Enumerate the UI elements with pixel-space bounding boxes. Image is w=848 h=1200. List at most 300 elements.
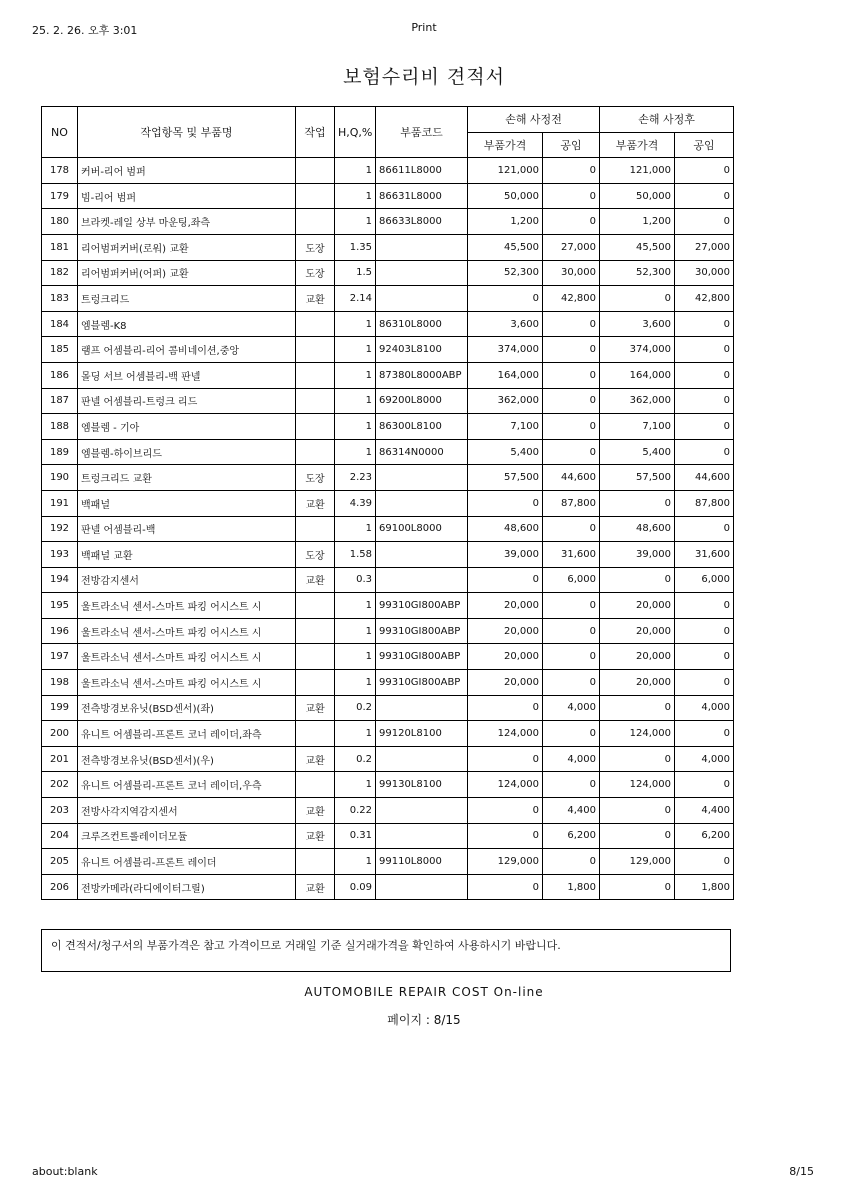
table-body xyxy=(42,158,734,900)
cell-work xyxy=(296,618,335,644)
cell-before-price: 374,000 xyxy=(468,337,543,363)
cell-hq: 0.2 xyxy=(335,695,376,721)
cell-hq: 2.14 xyxy=(335,286,376,312)
cell-item: 리어범퍼커버(어퍼) 교환 xyxy=(78,260,296,286)
cell-after-price: 1,200 xyxy=(600,209,675,235)
cell-after-price: 20,000 xyxy=(600,618,675,644)
cell-hq: 1.35 xyxy=(335,234,376,260)
table-row xyxy=(42,209,734,235)
table-row xyxy=(42,849,734,875)
cell-code: 86611L8000 xyxy=(376,158,468,184)
cell-before-labor: 0 xyxy=(543,209,600,235)
cell-after-labor: 4,400 xyxy=(675,798,734,824)
cell-before-price: 57,500 xyxy=(468,465,543,491)
print-title: Print xyxy=(411,21,437,34)
cell-after-labor: 0 xyxy=(675,414,734,440)
cell-item: 크루즈컨트롤레이더모듈 xyxy=(78,823,296,849)
cell-work xyxy=(296,439,335,465)
price-notice: 이 견적서/청구서의 부품가격은 참고 가격이므로 거래일 기준 실거래가격을 확인하여 사용하시기 바랍니다. xyxy=(41,929,731,972)
table-row xyxy=(42,439,734,465)
cell-code: 99310GI800ABP xyxy=(376,593,468,619)
cell-after-price: 45,500 xyxy=(600,234,675,260)
table-row xyxy=(42,772,734,798)
cell-hq: 1 xyxy=(335,414,376,440)
cell-hq: 1 xyxy=(335,158,376,184)
cell-after-price: 164,000 xyxy=(600,362,675,388)
table-row xyxy=(42,490,734,516)
cell-before-labor: 42,800 xyxy=(543,286,600,312)
cell-after-labor: 4,000 xyxy=(675,695,734,721)
cell-work xyxy=(296,362,335,388)
cell-after-labor: 0 xyxy=(675,183,734,209)
document-title: 보험수리비 견적서 xyxy=(343,66,505,88)
cell-after-labor: 0 xyxy=(675,849,734,875)
cell-code xyxy=(376,695,468,721)
cell-after-price: 0 xyxy=(600,567,675,593)
cell-item: 엠블렘-하이브리드 xyxy=(78,439,296,465)
cell-before-price: 20,000 xyxy=(468,644,543,670)
cell-before-price: 3,600 xyxy=(468,311,543,337)
cell-work: 도장 xyxy=(296,465,335,491)
cell-no: 185 xyxy=(42,337,78,363)
table-row xyxy=(42,644,734,670)
cell-after-labor: 0 xyxy=(675,337,734,363)
cell-before-labor: 0 xyxy=(543,772,600,798)
cell-item: 전측방경보유닛(BSD센서)(우) xyxy=(78,746,296,772)
cell-no: 192 xyxy=(42,516,78,542)
cell-no: 180 xyxy=(42,209,78,235)
cell-work: 교환 xyxy=(296,695,335,721)
table-row xyxy=(42,695,734,721)
cell-after-labor: 42,800 xyxy=(675,286,734,312)
table-row xyxy=(42,721,734,747)
cell-after-labor: 0 xyxy=(675,439,734,465)
cell-after-price: 0 xyxy=(600,746,675,772)
table-row xyxy=(42,158,734,184)
cell-item: 전방감지센서 xyxy=(78,567,296,593)
cell-hq: 4.39 xyxy=(335,490,376,516)
cell-code: 99110L8000 xyxy=(376,849,468,875)
cell-before-labor: 6,200 xyxy=(543,823,600,849)
cell-after-price: 48,600 xyxy=(600,516,675,542)
cell-no: 182 xyxy=(42,260,78,286)
cell-hq: 1.5 xyxy=(335,260,376,286)
cell-item: 백패널 교환 xyxy=(78,542,296,568)
header-after-group: 손해 사정후 xyxy=(600,107,734,133)
cell-hq: 0.2 xyxy=(335,746,376,772)
cell-after-price: 0 xyxy=(600,695,675,721)
cell-before-labor: 31,600 xyxy=(543,542,600,568)
cell-work: 교환 xyxy=(296,874,335,900)
cell-item: 울트라소닉 센서-스마트 파킹 어시스트 시 xyxy=(78,644,296,670)
cell-before-labor: 1,800 xyxy=(543,874,600,900)
cell-work xyxy=(296,849,335,875)
cell-after-price: 0 xyxy=(600,823,675,849)
cell-before-labor: 27,000 xyxy=(543,234,600,260)
cell-hq: 1 xyxy=(335,209,376,235)
table-row xyxy=(42,874,734,900)
cell-item: 전방사각지역감지센서 xyxy=(78,798,296,824)
cell-hq: 1.58 xyxy=(335,542,376,568)
cell-after-price: 52,300 xyxy=(600,260,675,286)
cell-code xyxy=(376,234,468,260)
cell-before-labor: 0 xyxy=(543,337,600,363)
cell-work xyxy=(296,644,335,670)
table-row xyxy=(42,516,734,542)
cell-before-labor: 30,000 xyxy=(543,260,600,286)
estimate-table xyxy=(41,106,734,900)
cell-after-labor: 0 xyxy=(675,388,734,414)
cell-after-price: 0 xyxy=(600,286,675,312)
table-row xyxy=(42,798,734,824)
cell-work xyxy=(296,388,335,414)
cell-before-labor: 0 xyxy=(543,362,600,388)
cell-no: 204 xyxy=(42,823,78,849)
table-row xyxy=(42,618,734,644)
cell-before-price: 0 xyxy=(468,490,543,516)
table-row xyxy=(42,260,734,286)
cell-code xyxy=(376,490,468,516)
cell-after-labor: 4,000 xyxy=(675,746,734,772)
cell-before-price: 124,000 xyxy=(468,721,543,747)
cell-after-labor: 87,800 xyxy=(675,490,734,516)
cell-work: 도장 xyxy=(296,234,335,260)
cell-after-price: 124,000 xyxy=(600,721,675,747)
cell-after-price: 50,000 xyxy=(600,183,675,209)
cell-before-price: 0 xyxy=(468,567,543,593)
cell-item: 브라켓-레일 상부 마운팅,좌측 xyxy=(78,209,296,235)
footer-brand: AUTOMOBILE REPAIR COST On-line xyxy=(304,985,544,999)
cell-item: 유니트 어셈블리-프론트 코너 레이더,우측 xyxy=(78,772,296,798)
cell-hq: 1 xyxy=(335,362,376,388)
cell-after-labor: 30,000 xyxy=(675,260,734,286)
cell-after-labor: 0 xyxy=(675,311,734,337)
cell-item: 빔-리어 범퍼 xyxy=(78,183,296,209)
cell-before-labor: 0 xyxy=(543,644,600,670)
cell-no: 188 xyxy=(42,414,78,440)
cell-code xyxy=(376,746,468,772)
cell-work xyxy=(296,183,335,209)
cell-before-price: 0 xyxy=(468,823,543,849)
cell-work: 교환 xyxy=(296,798,335,824)
cell-before-labor: 0 xyxy=(543,158,600,184)
cell-before-labor: 0 xyxy=(543,618,600,644)
cell-before-price: 50,000 xyxy=(468,183,543,209)
cell-item: 백패널 xyxy=(78,490,296,516)
cell-code xyxy=(376,286,468,312)
header-before-labor: 공임 xyxy=(543,132,600,158)
cell-no: 179 xyxy=(42,183,78,209)
cell-work xyxy=(296,158,335,184)
cell-item: 유니트 어셈블리-프론트 코너 레이더,좌측 xyxy=(78,721,296,747)
cell-item: 엠블렘-K8 xyxy=(78,311,296,337)
cell-before-price: 362,000 xyxy=(468,388,543,414)
cell-after-labor: 0 xyxy=(675,618,734,644)
cell-after-price: 121,000 xyxy=(600,158,675,184)
header-after-labor: 공임 xyxy=(675,132,734,158)
cell-after-labor: 31,600 xyxy=(675,542,734,568)
cell-work: 교환 xyxy=(296,746,335,772)
cell-before-price: 7,100 xyxy=(468,414,543,440)
header-work: 작업 xyxy=(296,107,335,158)
cell-no: 203 xyxy=(42,798,78,824)
table-row xyxy=(42,414,734,440)
header-hq: H,Q,% xyxy=(335,107,376,158)
table-row xyxy=(42,183,734,209)
cell-after-price: 57,500 xyxy=(600,465,675,491)
cell-code xyxy=(376,874,468,900)
cell-after-labor: 0 xyxy=(675,158,734,184)
cell-work: 교환 xyxy=(296,567,335,593)
cell-after-price: 20,000 xyxy=(600,593,675,619)
cell-after-labor: 6,000 xyxy=(675,567,734,593)
cell-item: 판넬 어셈블리-백 xyxy=(78,516,296,542)
header-no: NO xyxy=(42,107,78,158)
cell-hq: 0.22 xyxy=(335,798,376,824)
cell-item: 몰딩 서브 어셈블리-백 판넬 xyxy=(78,362,296,388)
cell-before-labor: 4,000 xyxy=(543,695,600,721)
cell-item: 유니트 어셈블리-프론트 레이더 xyxy=(78,849,296,875)
cell-hq: 1 xyxy=(335,183,376,209)
cell-work xyxy=(296,670,335,696)
cell-after-price: 0 xyxy=(600,874,675,900)
cell-code xyxy=(376,260,468,286)
cell-code: 86300L8100 xyxy=(376,414,468,440)
cell-after-labor: 0 xyxy=(675,516,734,542)
cell-before-price: 0 xyxy=(468,286,543,312)
table-row xyxy=(42,823,734,849)
cell-hq: 2.23 xyxy=(335,465,376,491)
cell-before-price: 20,000 xyxy=(468,670,543,696)
cell-code: 87380L8000ABP xyxy=(376,362,468,388)
cell-before-price: 45,500 xyxy=(468,234,543,260)
cell-work: 교환 xyxy=(296,286,335,312)
cell-code xyxy=(376,542,468,568)
cell-hq: 1 xyxy=(335,618,376,644)
cell-item: 리어범퍼커버(로워) 교환 xyxy=(78,234,296,260)
cell-before-labor: 0 xyxy=(543,516,600,542)
cell-before-price: 20,000 xyxy=(468,618,543,644)
cell-code: 86310L8000 xyxy=(376,311,468,337)
cell-before-labor: 0 xyxy=(543,388,600,414)
cell-code: 69200L8000 xyxy=(376,388,468,414)
cell-after-labor: 0 xyxy=(675,644,734,670)
cell-work xyxy=(296,209,335,235)
cell-hq: 1 xyxy=(335,311,376,337)
cell-before-labor: 0 xyxy=(543,593,600,619)
cell-item: 엠블렘 - 기아 xyxy=(78,414,296,440)
cell-after-price: 0 xyxy=(600,798,675,824)
cell-no: 199 xyxy=(42,695,78,721)
cell-after-price: 7,100 xyxy=(600,414,675,440)
cell-code: 99310GI800ABP xyxy=(376,670,468,696)
cell-hq: 1 xyxy=(335,644,376,670)
cell-hq: 1 xyxy=(335,439,376,465)
table-row xyxy=(42,362,734,388)
cell-hq: 1 xyxy=(335,772,376,798)
cell-item: 판넬 어셈블리-트렁크 리드 xyxy=(78,388,296,414)
cell-after-labor: 44,600 xyxy=(675,465,734,491)
cell-hq: 1 xyxy=(335,670,376,696)
cell-hq: 1 xyxy=(335,337,376,363)
cell-before-price: 0 xyxy=(468,746,543,772)
cell-item: 전방카메라(라디에이터그릴) xyxy=(78,874,296,900)
cell-no: 184 xyxy=(42,311,78,337)
cell-before-labor: 6,000 xyxy=(543,567,600,593)
cell-after-labor: 1,800 xyxy=(675,874,734,900)
cell-before-price: 124,000 xyxy=(468,772,543,798)
cell-code: 86314N0000 xyxy=(376,439,468,465)
cell-before-labor: 0 xyxy=(543,849,600,875)
cell-item: 전측방경보유닛(BSD센서)(좌) xyxy=(78,695,296,721)
cell-no: 191 xyxy=(42,490,78,516)
cell-no: 187 xyxy=(42,388,78,414)
cell-work xyxy=(296,311,335,337)
header-before-price: 부품가격 xyxy=(468,132,543,158)
cell-before-labor: 4,400 xyxy=(543,798,600,824)
cell-hq: 0.3 xyxy=(335,567,376,593)
footer-page: 페이지 : 8/15 xyxy=(387,1013,461,1027)
cell-item: 램프 어셈블리-리어 콤비네이션,중앙 xyxy=(78,337,296,363)
cell-no: 206 xyxy=(42,874,78,900)
cell-no: 200 xyxy=(42,721,78,747)
cell-code: 99120L8100 xyxy=(376,721,468,747)
cell-after-price: 20,000 xyxy=(600,670,675,696)
table-row xyxy=(42,286,734,312)
cell-before-price: 52,300 xyxy=(468,260,543,286)
header-before-group: 손해 사정전 xyxy=(468,107,600,133)
print-page: 8/15 xyxy=(789,1165,814,1178)
cell-before-price: 121,000 xyxy=(468,158,543,184)
cell-no: 198 xyxy=(42,670,78,696)
cell-work xyxy=(296,593,335,619)
cell-work: 도장 xyxy=(296,542,335,568)
cell-no: 189 xyxy=(42,439,78,465)
cell-hq: 0.31 xyxy=(335,823,376,849)
cell-before-labor: 0 xyxy=(543,414,600,440)
cell-after-price: 5,400 xyxy=(600,439,675,465)
cell-code: 99130L8100 xyxy=(376,772,468,798)
cell-before-price: 39,000 xyxy=(468,542,543,568)
table-row xyxy=(42,746,734,772)
cell-no: 202 xyxy=(42,772,78,798)
cell-item: 트렁크리드 xyxy=(78,286,296,312)
cell-after-price: 362,000 xyxy=(600,388,675,414)
cell-code: 92403L8100 xyxy=(376,337,468,363)
cell-before-price: 0 xyxy=(468,798,543,824)
cell-after-price: 3,600 xyxy=(600,311,675,337)
cell-no: 205 xyxy=(42,849,78,875)
cell-before-price: 1,200 xyxy=(468,209,543,235)
cell-hq: 1 xyxy=(335,388,376,414)
cell-before-price: 0 xyxy=(468,695,543,721)
cell-hq: 1 xyxy=(335,516,376,542)
cell-code: 69100L8000 xyxy=(376,516,468,542)
cell-code: 86633L8000 xyxy=(376,209,468,235)
cell-after-price: 374,000 xyxy=(600,337,675,363)
table-row xyxy=(42,388,734,414)
print-url: about:blank xyxy=(32,1165,98,1178)
cell-after-labor: 27,000 xyxy=(675,234,734,260)
cell-after-labor: 0 xyxy=(675,670,734,696)
table-row xyxy=(42,337,734,363)
cell-work xyxy=(296,414,335,440)
cell-code: 86631L8000 xyxy=(376,183,468,209)
cell-work xyxy=(296,721,335,747)
cell-hq: 1 xyxy=(335,593,376,619)
header-item: 작업항목 및 부품명 xyxy=(78,107,296,158)
cell-work xyxy=(296,337,335,363)
cell-before-labor: 44,600 xyxy=(543,465,600,491)
print-datetime: 25. 2. 26. 오후 3:01 xyxy=(32,24,138,37)
cell-before-labor: 0 xyxy=(543,439,600,465)
cell-after-price: 0 xyxy=(600,490,675,516)
cell-code xyxy=(376,465,468,491)
cell-before-labor: 0 xyxy=(543,721,600,747)
cell-before-price: 164,000 xyxy=(468,362,543,388)
cell-before-price: 129,000 xyxy=(468,849,543,875)
cell-work: 도장 xyxy=(296,260,335,286)
cell-no: 186 xyxy=(42,362,78,388)
cell-code: 99310GI800ABP xyxy=(376,618,468,644)
header-code: 부품코드 xyxy=(376,107,468,158)
cell-item: 울트라소닉 센서-스마트 파킹 어시스트 시 xyxy=(78,618,296,644)
cell-no: 194 xyxy=(42,567,78,593)
cell-after-labor: 0 xyxy=(675,362,734,388)
cell-no: 190 xyxy=(42,465,78,491)
table-row xyxy=(42,465,734,491)
cell-no: 197 xyxy=(42,644,78,670)
cell-after-labor: 6,200 xyxy=(675,823,734,849)
table-row xyxy=(42,670,734,696)
cell-before-labor: 0 xyxy=(543,670,600,696)
cell-before-price: 48,600 xyxy=(468,516,543,542)
cell-before-price: 20,000 xyxy=(468,593,543,619)
header-after-price: 부품가격 xyxy=(600,132,675,158)
cell-before-price: 5,400 xyxy=(468,439,543,465)
cell-item: 울트라소닉 센서-스마트 파킹 어시스트 시 xyxy=(78,593,296,619)
table-row xyxy=(42,542,734,568)
cell-no: 201 xyxy=(42,746,78,772)
cell-work xyxy=(296,772,335,798)
cell-before-labor: 0 xyxy=(543,183,600,209)
cell-before-price: 0 xyxy=(468,874,543,900)
cell-code xyxy=(376,823,468,849)
cell-after-price: 124,000 xyxy=(600,772,675,798)
cell-item: 트렁크리드 교환 xyxy=(78,465,296,491)
cell-no: 183 xyxy=(42,286,78,312)
cell-after-labor: 0 xyxy=(675,209,734,235)
cell-hq: 0.09 xyxy=(335,874,376,900)
cell-no: 181 xyxy=(42,234,78,260)
cell-before-labor: 87,800 xyxy=(543,490,600,516)
cell-after-price: 20,000 xyxy=(600,644,675,670)
cell-before-labor: 0 xyxy=(543,311,600,337)
cell-code: 99310GI800ABP xyxy=(376,644,468,670)
table-row xyxy=(42,593,734,619)
cell-hq: 1 xyxy=(335,721,376,747)
table-row xyxy=(42,234,734,260)
cell-no: 193 xyxy=(42,542,78,568)
cell-after-labor: 0 xyxy=(675,772,734,798)
table-row xyxy=(42,567,734,593)
table-row xyxy=(42,311,734,337)
cell-hq: 1 xyxy=(335,849,376,875)
cell-after-price: 39,000 xyxy=(600,542,675,568)
cell-no: 178 xyxy=(42,158,78,184)
cell-no: 195 xyxy=(42,593,78,619)
cell-after-labor: 0 xyxy=(675,721,734,747)
